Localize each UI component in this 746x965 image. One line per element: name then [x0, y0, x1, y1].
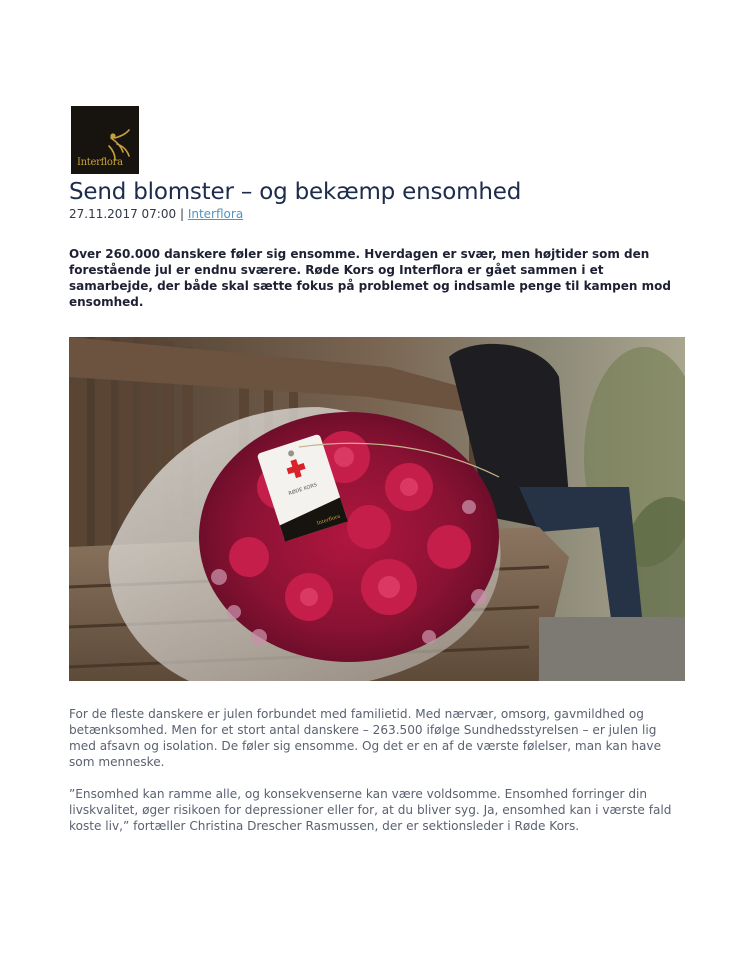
body-paragraph-1: For de fleste danskere er julen forbundet med familietid. Med nærvær, omsorg, gavmildhed og betænksomhed. Men for et stort antal danskere – 263.500 ifølge Sundhedsstyrelsen – er julen lig med afsavn og isolation. De føler sig ensomme. Og det er en af de værste følelser, man kan have som menneske.: [69, 707, 662, 769]
tag-red-cross-text: RØDE KORS: [287, 482, 318, 497]
tag-brand-text: Interflora: [316, 513, 342, 527]
interflora-logo: [71, 106, 139, 174]
meta-separator: |: [179, 207, 184, 221]
bouquet-on-bench-image: [69, 337, 685, 681]
publish-date: 27.11.2017 07:00: [69, 207, 177, 221]
article-meta: [69, 206, 243, 222]
source-link[interactable]: Interflora: [187, 207, 244, 221]
article-photo: [69, 337, 685, 681]
article-title: Send blomster – og bekæmp ensomhed: [69, 179, 522, 205]
body-paragraph-2: ”Ensomhed kan ramme alle, og konsekvenserne kan være voldsomme. Ensomhed forringer din livskvalitet, øger risikoen for depressioner eller for, at du bliver syg. Ja, ensomhed kan i værste fald koste liv,” fortæller Christina Drescher Rasmussen, der er sektionsleder i Røde Kors.: [69, 787, 672, 833]
article-lead: Over 260.000 danskere føler sig ensomme. Hverdagen er svær, men højtider som den forestående jul er endnu sværere. Røde Kors og Interflora er gået sammen i et samarbejde, der både skal sætte fokus på problemet og indsamle penge til kampen mod ensomhed.: [69, 247, 671, 309]
logo-wordmark: Interflora: [77, 157, 123, 168]
